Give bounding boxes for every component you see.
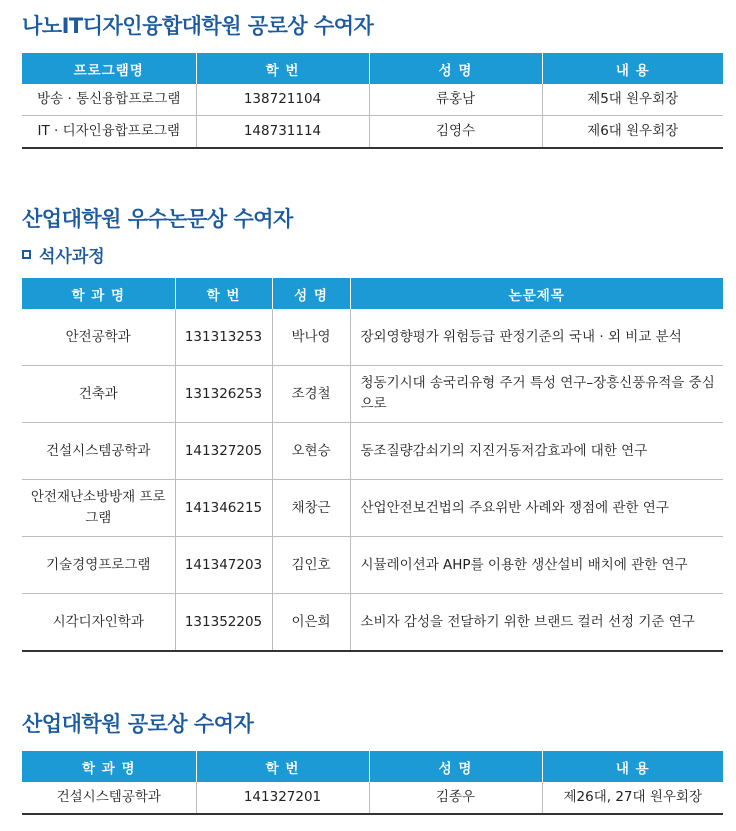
col-header: 내 용 bbox=[542, 53, 723, 84]
col-header: 학 번 bbox=[175, 278, 272, 309]
service-award-table bbox=[22, 751, 723, 815]
col-header: 성 명 bbox=[369, 751, 542, 782]
table-row bbox=[22, 782, 723, 814]
department-cell: 시각디자인학과 bbox=[22, 594, 175, 652]
department-cell: 건축과 bbox=[22, 366, 175, 423]
col-header: 학 과 명 bbox=[22, 278, 175, 309]
department-cell: 건설시스템공학과 bbox=[22, 782, 196, 814]
student-id-cell: 141327205 bbox=[175, 423, 272, 480]
thesis-title-cell: 동조질량감쇠기의 지진거동저감효과에 대한 연구 bbox=[350, 423, 723, 480]
col-header: 학 번 bbox=[196, 751, 369, 782]
nano-award-title: 나노IT디자인융합대학원 공로상 수여자 bbox=[22, 14, 374, 38]
thesis-title-cell: 산업안전보건법의 주요위반 사례와 쟁점에 관한 연구 bbox=[350, 480, 723, 537]
student-id-cell: 131352205 bbox=[175, 594, 272, 652]
name-cell: 채창근 bbox=[272, 480, 350, 537]
name-cell: 김인호 bbox=[272, 537, 350, 594]
student-id-cell: 141327201 bbox=[196, 782, 369, 814]
table-header-row bbox=[22, 278, 723, 309]
col-header: 성 명 bbox=[272, 278, 350, 309]
thesis-title-cell: 시뮬레이션과 AHP를 이용한 생산설비 배치에 관한 연구 bbox=[350, 537, 723, 594]
square-bullet-icon bbox=[22, 250, 31, 259]
student-id-cell: 138721104 bbox=[196, 84, 369, 116]
department-cell: 기술경영프로그램 bbox=[22, 537, 175, 594]
col-header: 프로그램명 bbox=[22, 53, 196, 84]
thesis-award-table bbox=[22, 278, 723, 652]
student-id-cell: 131326253 bbox=[175, 366, 272, 423]
name-cell: 조경철 bbox=[272, 366, 350, 423]
table-row bbox=[22, 84, 723, 116]
student-id-cell: 141346215 bbox=[175, 480, 272, 537]
content-cell: 제6대 원우회장 bbox=[542, 116, 723, 149]
table-row bbox=[22, 116, 723, 149]
table-header-row bbox=[22, 751, 723, 782]
table-row bbox=[22, 594, 723, 652]
student-id-cell: 131313253 bbox=[175, 309, 272, 366]
name-cell: 류홍남 bbox=[369, 84, 542, 116]
student-id-cell: 141347203 bbox=[175, 537, 272, 594]
name-cell: 김영수 bbox=[369, 116, 542, 149]
department-cell: 건설시스템공학과 bbox=[22, 423, 175, 480]
content-cell: 제26대, 27대 원우회장 bbox=[542, 782, 723, 814]
thesis-title-cell: 소비자 감성을 전달하기 위한 브랜드 컬러 선정 기준 연구 bbox=[350, 594, 723, 652]
table-row bbox=[22, 309, 723, 366]
table-row bbox=[22, 423, 723, 480]
student-id-cell: 148731114 bbox=[196, 116, 369, 149]
program-cell: 방송 · 통신융합프로그램 bbox=[22, 84, 196, 116]
nano-award-table bbox=[22, 53, 723, 149]
thesis-subtitle bbox=[22, 242, 105, 267]
department-cell: 안전공학과 bbox=[22, 309, 175, 366]
department-cell: 안전재난소방방재 프로그램 bbox=[22, 480, 175, 537]
col-header: 논문제목 bbox=[350, 278, 723, 309]
thesis-award-title: 산업대학원 우수논문상 수여자 bbox=[22, 207, 293, 231]
name-cell: 김종우 bbox=[369, 782, 542, 814]
subtitle-label: 석사과정 bbox=[39, 247, 105, 267]
name-cell: 박나영 bbox=[272, 309, 350, 366]
col-header: 성 명 bbox=[369, 53, 542, 84]
program-cell: IT · 디자인융합프로그램 bbox=[22, 116, 196, 149]
col-header: 학 번 bbox=[196, 53, 369, 84]
name-cell: 오현승 bbox=[272, 423, 350, 480]
thesis-title-cell: 장외영향평가 위험등급 판정기준의 국내 · 외 비교 분석 bbox=[350, 309, 723, 366]
service-award-title: 산업대학원 공로상 수여자 bbox=[22, 712, 254, 736]
name-cell: 이은희 bbox=[272, 594, 350, 652]
col-header: 내 용 bbox=[542, 751, 723, 782]
table-header-row bbox=[22, 53, 723, 84]
table-row bbox=[22, 537, 723, 594]
content-cell: 제5대 원우회장 bbox=[542, 84, 723, 116]
table-row bbox=[22, 480, 723, 537]
thesis-title-cell: 청동기시대 송국리유형 주거 특성 연구–장흥신풍유적을 중심으로 bbox=[350, 366, 723, 423]
col-header: 학 과 명 bbox=[22, 751, 196, 782]
table-row bbox=[22, 366, 723, 423]
